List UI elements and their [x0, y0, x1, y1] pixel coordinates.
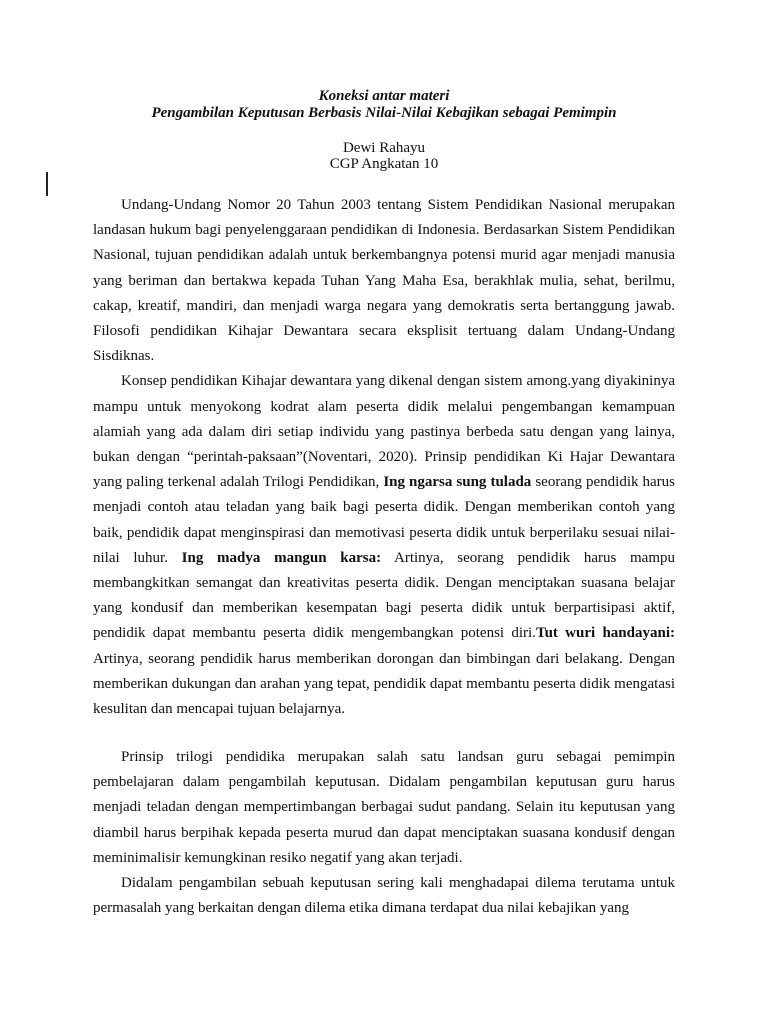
document-title: Koneksi antar materi	[318, 88, 450, 104]
author-cohort: CGP Angkatan 10	[329, 156, 439, 172]
paragraph-2	[93, 369, 675, 722]
paragraph-1	[93, 193, 675, 369]
body-block-2	[93, 745, 675, 921]
paragraph-4-text: Didalam pengambilan sebuah keputusan sering kali menghadapai dilema terutama untuk permasalah yang berkaitan dengan dilema etika dimana terdapat dua nilai kebajikan yang	[93, 875, 675, 917]
trilogi-term-2: Ing madya mangun karsa:	[181, 549, 382, 566]
paragraph-1-text: Undang-Undang Nomor 20 Tahun 2003 tentang Sistem Pendidikan Nasional merupakan landasan hukum bagi penyelenggaraan pendidikan di Indonesia. Berdasarkan Sistem Pendidikan Nasional, tujuan pendidikan adalah untuk berkembangnya potensi murid agar menjadi manusia yang beriman dan bertakwa kepada Tuhan Yang Maha Esa, berakhlak mulia, sehat, berilmu, cakap, kreatif, mandiri, dan menjadi warga negara yang demokratis serta bertanggung jawab. Filosofi pendidikan Kihajar Dewantara secara eksplisit tertuang dalam Undang-Undang Sisdiknas.	[93, 197, 675, 365]
body-block-1	[93, 193, 675, 722]
paragraph-4	[93, 871, 675, 921]
trilogi-term-3: Tut wuri handayani:	[535, 625, 675, 642]
trilogi-term-1: Ing ngarsa sung tulada	[383, 474, 532, 491]
document-subtitle: Pengambilan Keputusan Berbasis Nilai-Nilai Kebajikan sebagai Pemimpin	[151, 105, 617, 121]
text-cursor	[46, 172, 48, 196]
paragraph-2-text-2: seorang pendidik harus menjadi contoh atau teladan yang baik bagi peserta didik. Dengan memberikan contoh yang baik, pendidik dapat menginspirasi dan memotivasi peserta didik untuk berperilaku sesuai nilai-nilai luhur.	[93, 474, 675, 566]
paragraph-3-text: Prinsip trilogi pendidika merupakan salah satu landsan guru sebagai pemimpin pembelajaran dalam pengambilah keputusan. Didalam pengambilan keputusan guru harus menjadi teladan dengan mempertimbangan berbagai sudut pandang. Selain itu keputusan yang diambil harus berpihak kepada peserta murud dan dapat menciptakan suasana kondusif dengan meminimalisir kemungkinan resiko negatif yang akan terjadi.	[93, 749, 675, 866]
paragraph-2-text-1: Konsep pendidikan Kihajar dewantara yang dikenal dengan sistem among.yang diyakininya mampu untuk menyokong kodrat alam peserta didik melalui pengembangan kemampuan alamiah yang ada dalam diri setiap individu yang pastinya berbeda satu dengan yang lainya, bukan dengan “perintah-paksaan”(Noventari, 2020). Prinsip pendidikan Ki Hajar Dewantara yang paling terkenal adalah Trilogi Pendidikan,	[93, 373, 675, 491]
paragraph-2-text-3: Artinya, seorang pendidik harus mampu membangkitkan semangat dan kreativitas peserta didik. Dengan menciptakan suasana belajar yang kondusif dan memberikan kesempatan bagi peserta didik untuk berpartisipasi aktif, pendidik dapat membantu peserta didik mengembangkan potensi diri.	[93, 549, 676, 642]
paragraph-2-text-4: Artinya, seorang pendidik harus memberikan dorongan dan bimbingan dari belakang. Dengan memberikan dukungan dan arahan yang tepat, pendidik dapat membantu peserta didik mengatasi kesulitan dan mencapai tujuan belajarnya.	[93, 650, 675, 718]
paragraph-3	[93, 745, 675, 871]
author-name: Dewi Rahayu	[342, 140, 426, 156]
